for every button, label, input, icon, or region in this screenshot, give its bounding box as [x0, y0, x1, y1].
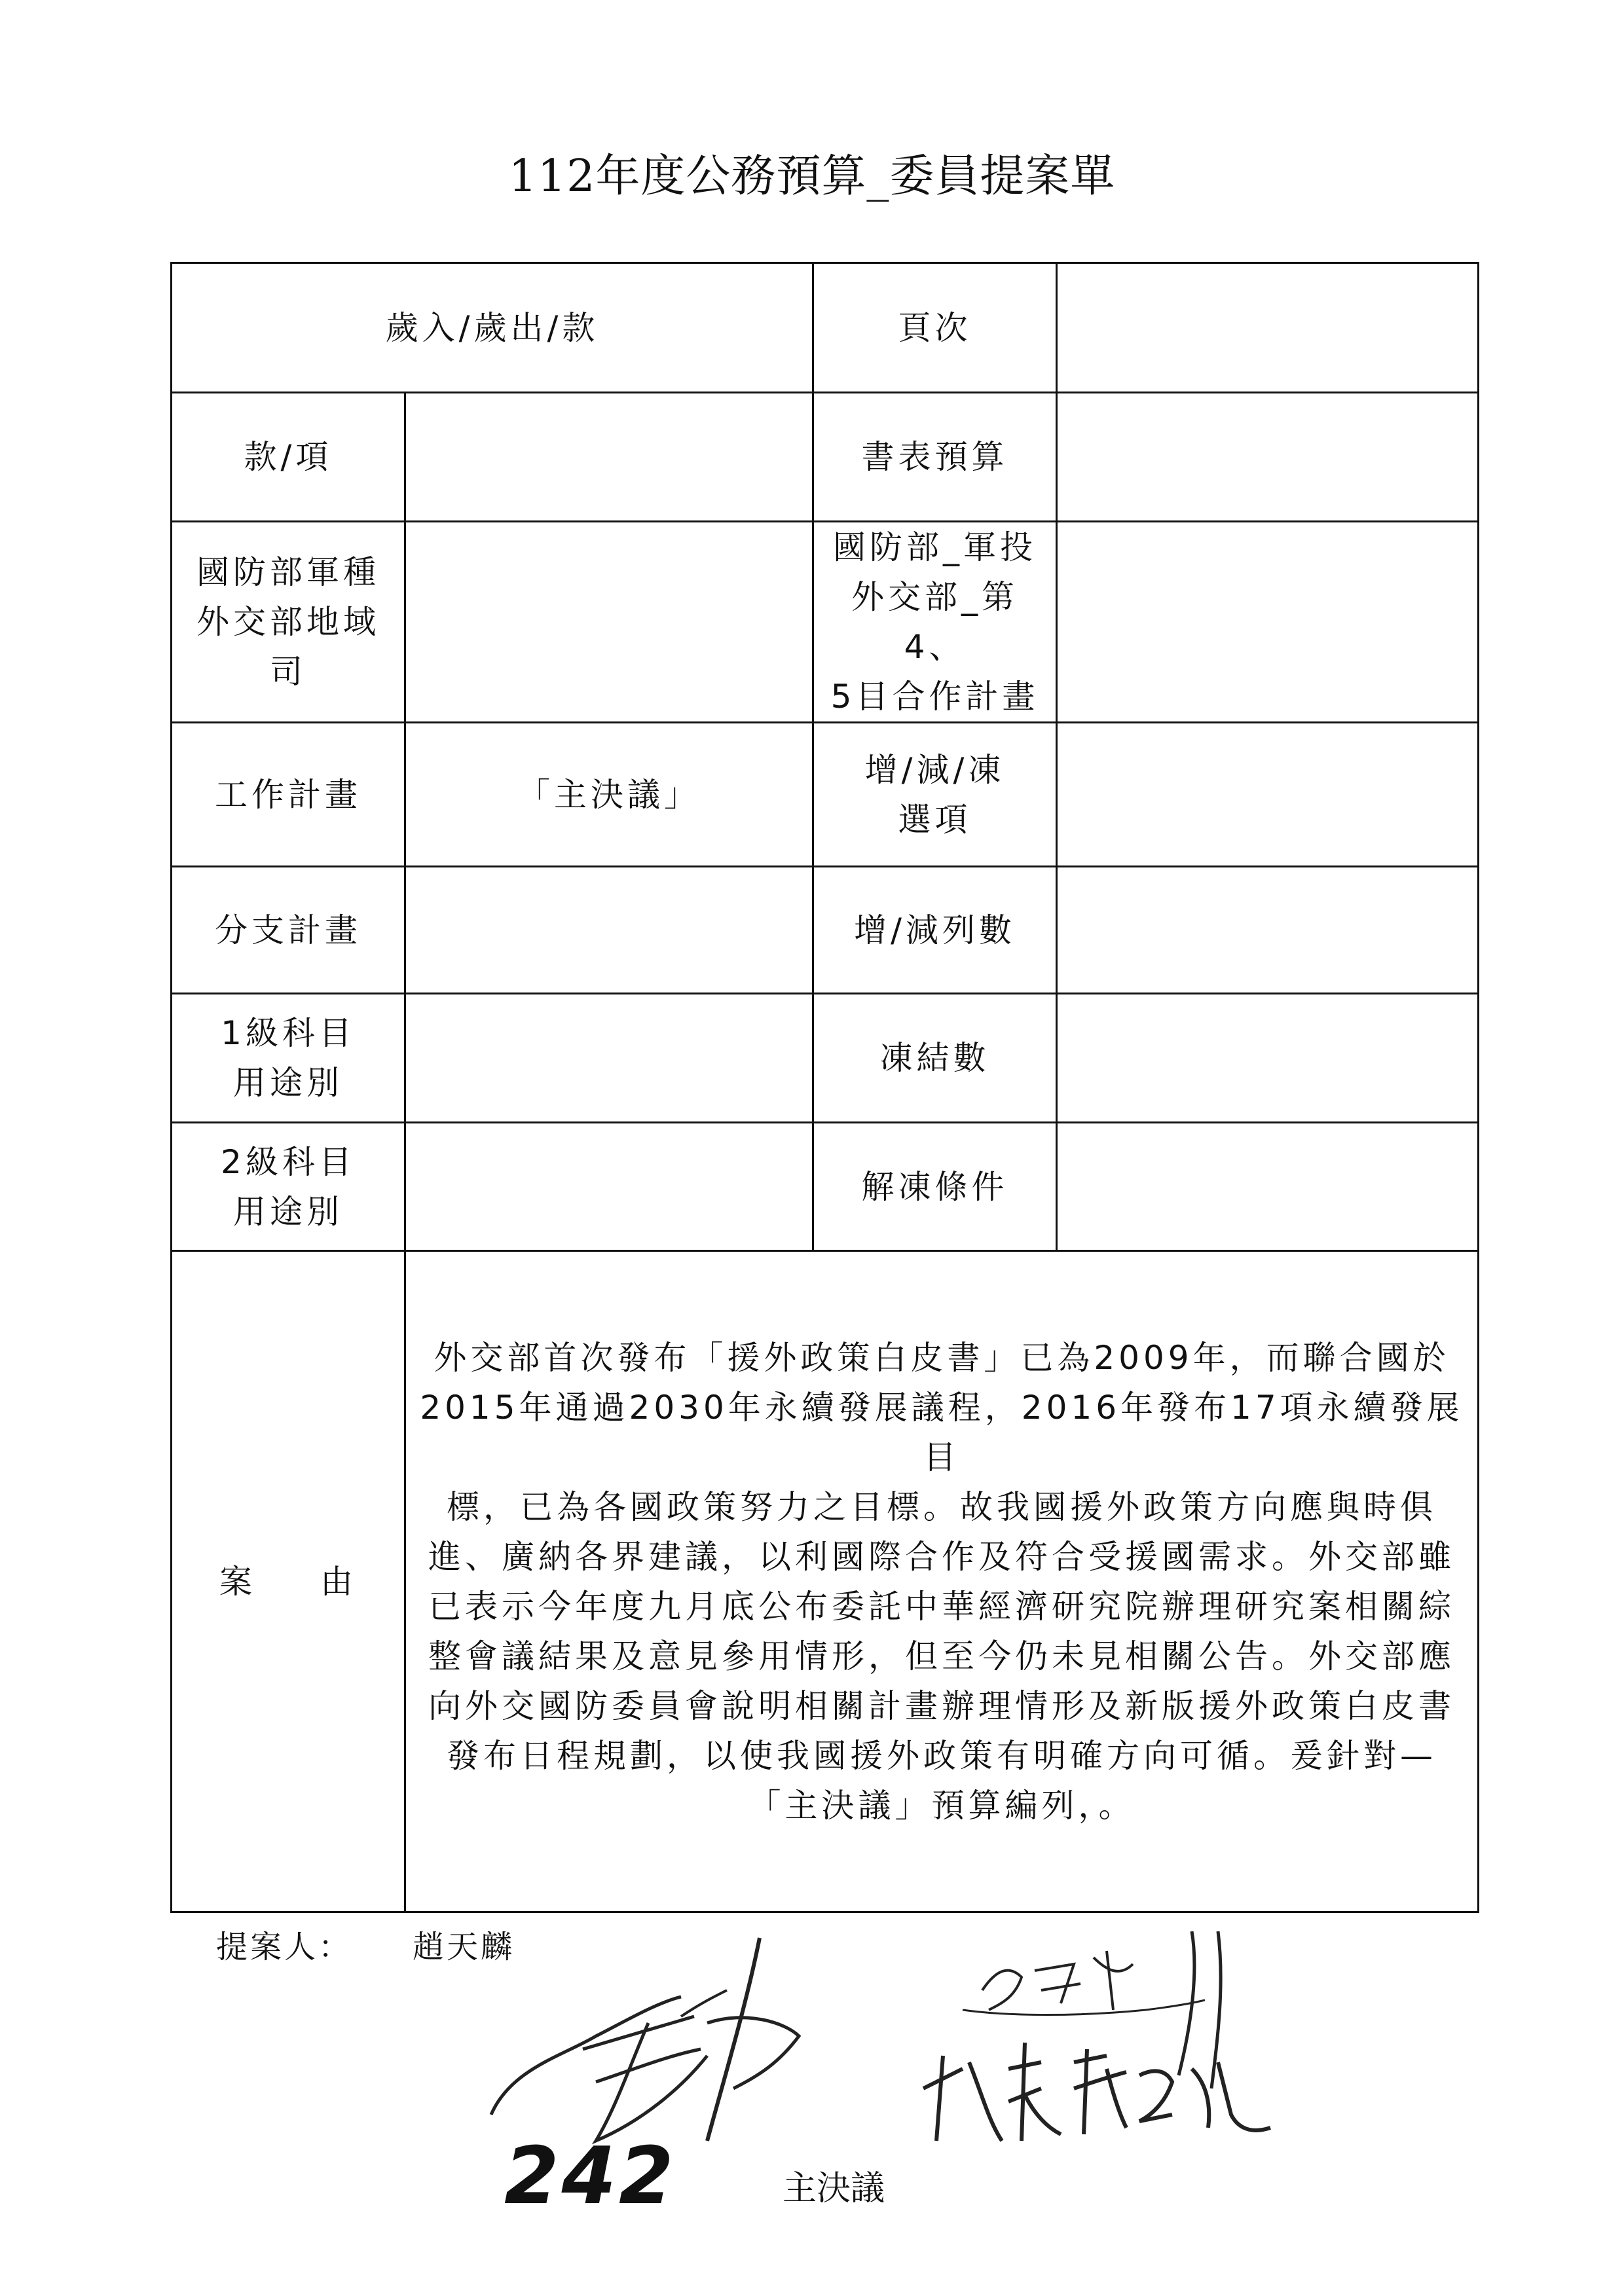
row-reason [172, 1251, 1479, 1912]
value-plan-unit [1057, 522, 1479, 723]
label-unfreeze-condition: 解凍條件 [813, 1123, 1057, 1251]
label-level1-subject-line-2: 用途別 [233, 1064, 343, 1102]
row-level2-subject [172, 1123, 1479, 1251]
row-department [172, 522, 1479, 723]
reason-line: 「主決議」預算編列，。 [748, 1786, 1135, 1825]
proposer-name: 趙天麟 [413, 1929, 515, 1965]
row-budget-category [172, 263, 1479, 393]
value-level2-subject [405, 1123, 813, 1251]
label-level2-subject-line-1: 2級科目 [221, 1142, 356, 1181]
reason-line: 發布日程規劃，以使我國援外政策有明確方向可循。爰針對— [447, 1736, 1437, 1775]
label-frozen-amount: 凍結數 [813, 994, 1057, 1123]
row-work-plan [172, 723, 1479, 867]
value-level1-subject [405, 994, 813, 1123]
proposer-label: 提案人： [216, 1929, 353, 1965]
label-reason [172, 1251, 405, 1912]
value-adjust-option [1057, 723, 1479, 867]
reason-line: 標，已為各國政策努力之目標。故我國援外政策方向應與時俱 [447, 1487, 1437, 1526]
value-frozen-amount [1057, 994, 1479, 1123]
label-level2-subject-line-2: 用途別 [233, 1192, 343, 1231]
reason-line: 2015年通過2030年永續發展議程，2016年發布17項永續發展目 [420, 1388, 1464, 1476]
label-adjust-option-line-1: 增/減/凍 [864, 750, 1005, 789]
page-title: 112年度公務預算_委員提案單 [508, 151, 1116, 202]
value-sub-plan [405, 867, 813, 994]
value-department [405, 522, 813, 723]
label-adjust-option [813, 723, 1057, 867]
label-work-plan: 工作計畫 [172, 723, 405, 867]
reason-line: 外交部首次發布「援外政策白皮書」已為2009年，而聯合國於 [434, 1338, 1450, 1377]
label-item: 款/項 [172, 393, 405, 522]
label-department [172, 522, 405, 723]
label-plan-unit [813, 522, 1057, 723]
label-level1-subject [172, 994, 405, 1123]
reason-line: 已表示今年度九月底公布委託中華經濟研究院辦理研究案相關綜 [428, 1587, 1455, 1626]
reason-line: 整會議結果及意見參用情形，但至今仍未見相關公告。外交部應 [428, 1637, 1455, 1675]
label-adjust-option-line-2: 選項 [898, 800, 972, 839]
value-work-plan: 「主決議」 [405, 723, 813, 867]
label-department-line-3: 司 [270, 653, 306, 691]
label-level2-subject [172, 1123, 405, 1251]
value-statement-budget [1057, 393, 1479, 522]
label-plan-unit-line-3: 5目合作計畫 [830, 678, 1039, 716]
value-page [1057, 263, 1479, 393]
row-item [172, 393, 1479, 522]
row-level1-subject [172, 994, 1479, 1123]
stamp-main-resolution: 主決議 [783, 2169, 885, 2208]
label-page: 頁次 [813, 263, 1057, 393]
label-sub-plan: 分支計畫 [172, 867, 405, 994]
label-reason-char-2: 由 [320, 1562, 357, 1601]
value-adjust-amount [1057, 867, 1479, 994]
value-item [405, 393, 813, 522]
reason-line: 向外交國防委員會說明相關計畫辦理情形及新版援外政策白皮書 [428, 1686, 1455, 1725]
proposal-form-table [170, 262, 1479, 1913]
label-level1-subject-line-1: 1級科目 [221, 1014, 356, 1052]
label-plan-unit-line-1: 國防部_軍投 [833, 528, 1037, 566]
reason-line: 進、廣納各界建議，以利國際合作及符合受援國需求。外交部雖 [428, 1537, 1455, 1576]
reason-text [405, 1251, 1479, 1912]
handwritten-page-number: 242 [504, 2131, 676, 2222]
label-plan-unit-line-2: 外交部_第4、 [851, 578, 1019, 666]
signature-2-icon [910, 1918, 1290, 2167]
label-adjust-amount: 增/減列數 [813, 867, 1057, 994]
label-statement-budget: 書表預算 [813, 393, 1057, 522]
label-department-line-1: 國防部軍種 [196, 553, 380, 591]
row-sub-plan [172, 867, 1479, 994]
label-budget-category: 歲入/歲出/款 [172, 263, 813, 393]
label-reason-char-1: 案 [219, 1562, 256, 1601]
value-unfreeze-condition [1057, 1123, 1479, 1251]
label-department-line-2: 外交部地域 [196, 603, 380, 641]
